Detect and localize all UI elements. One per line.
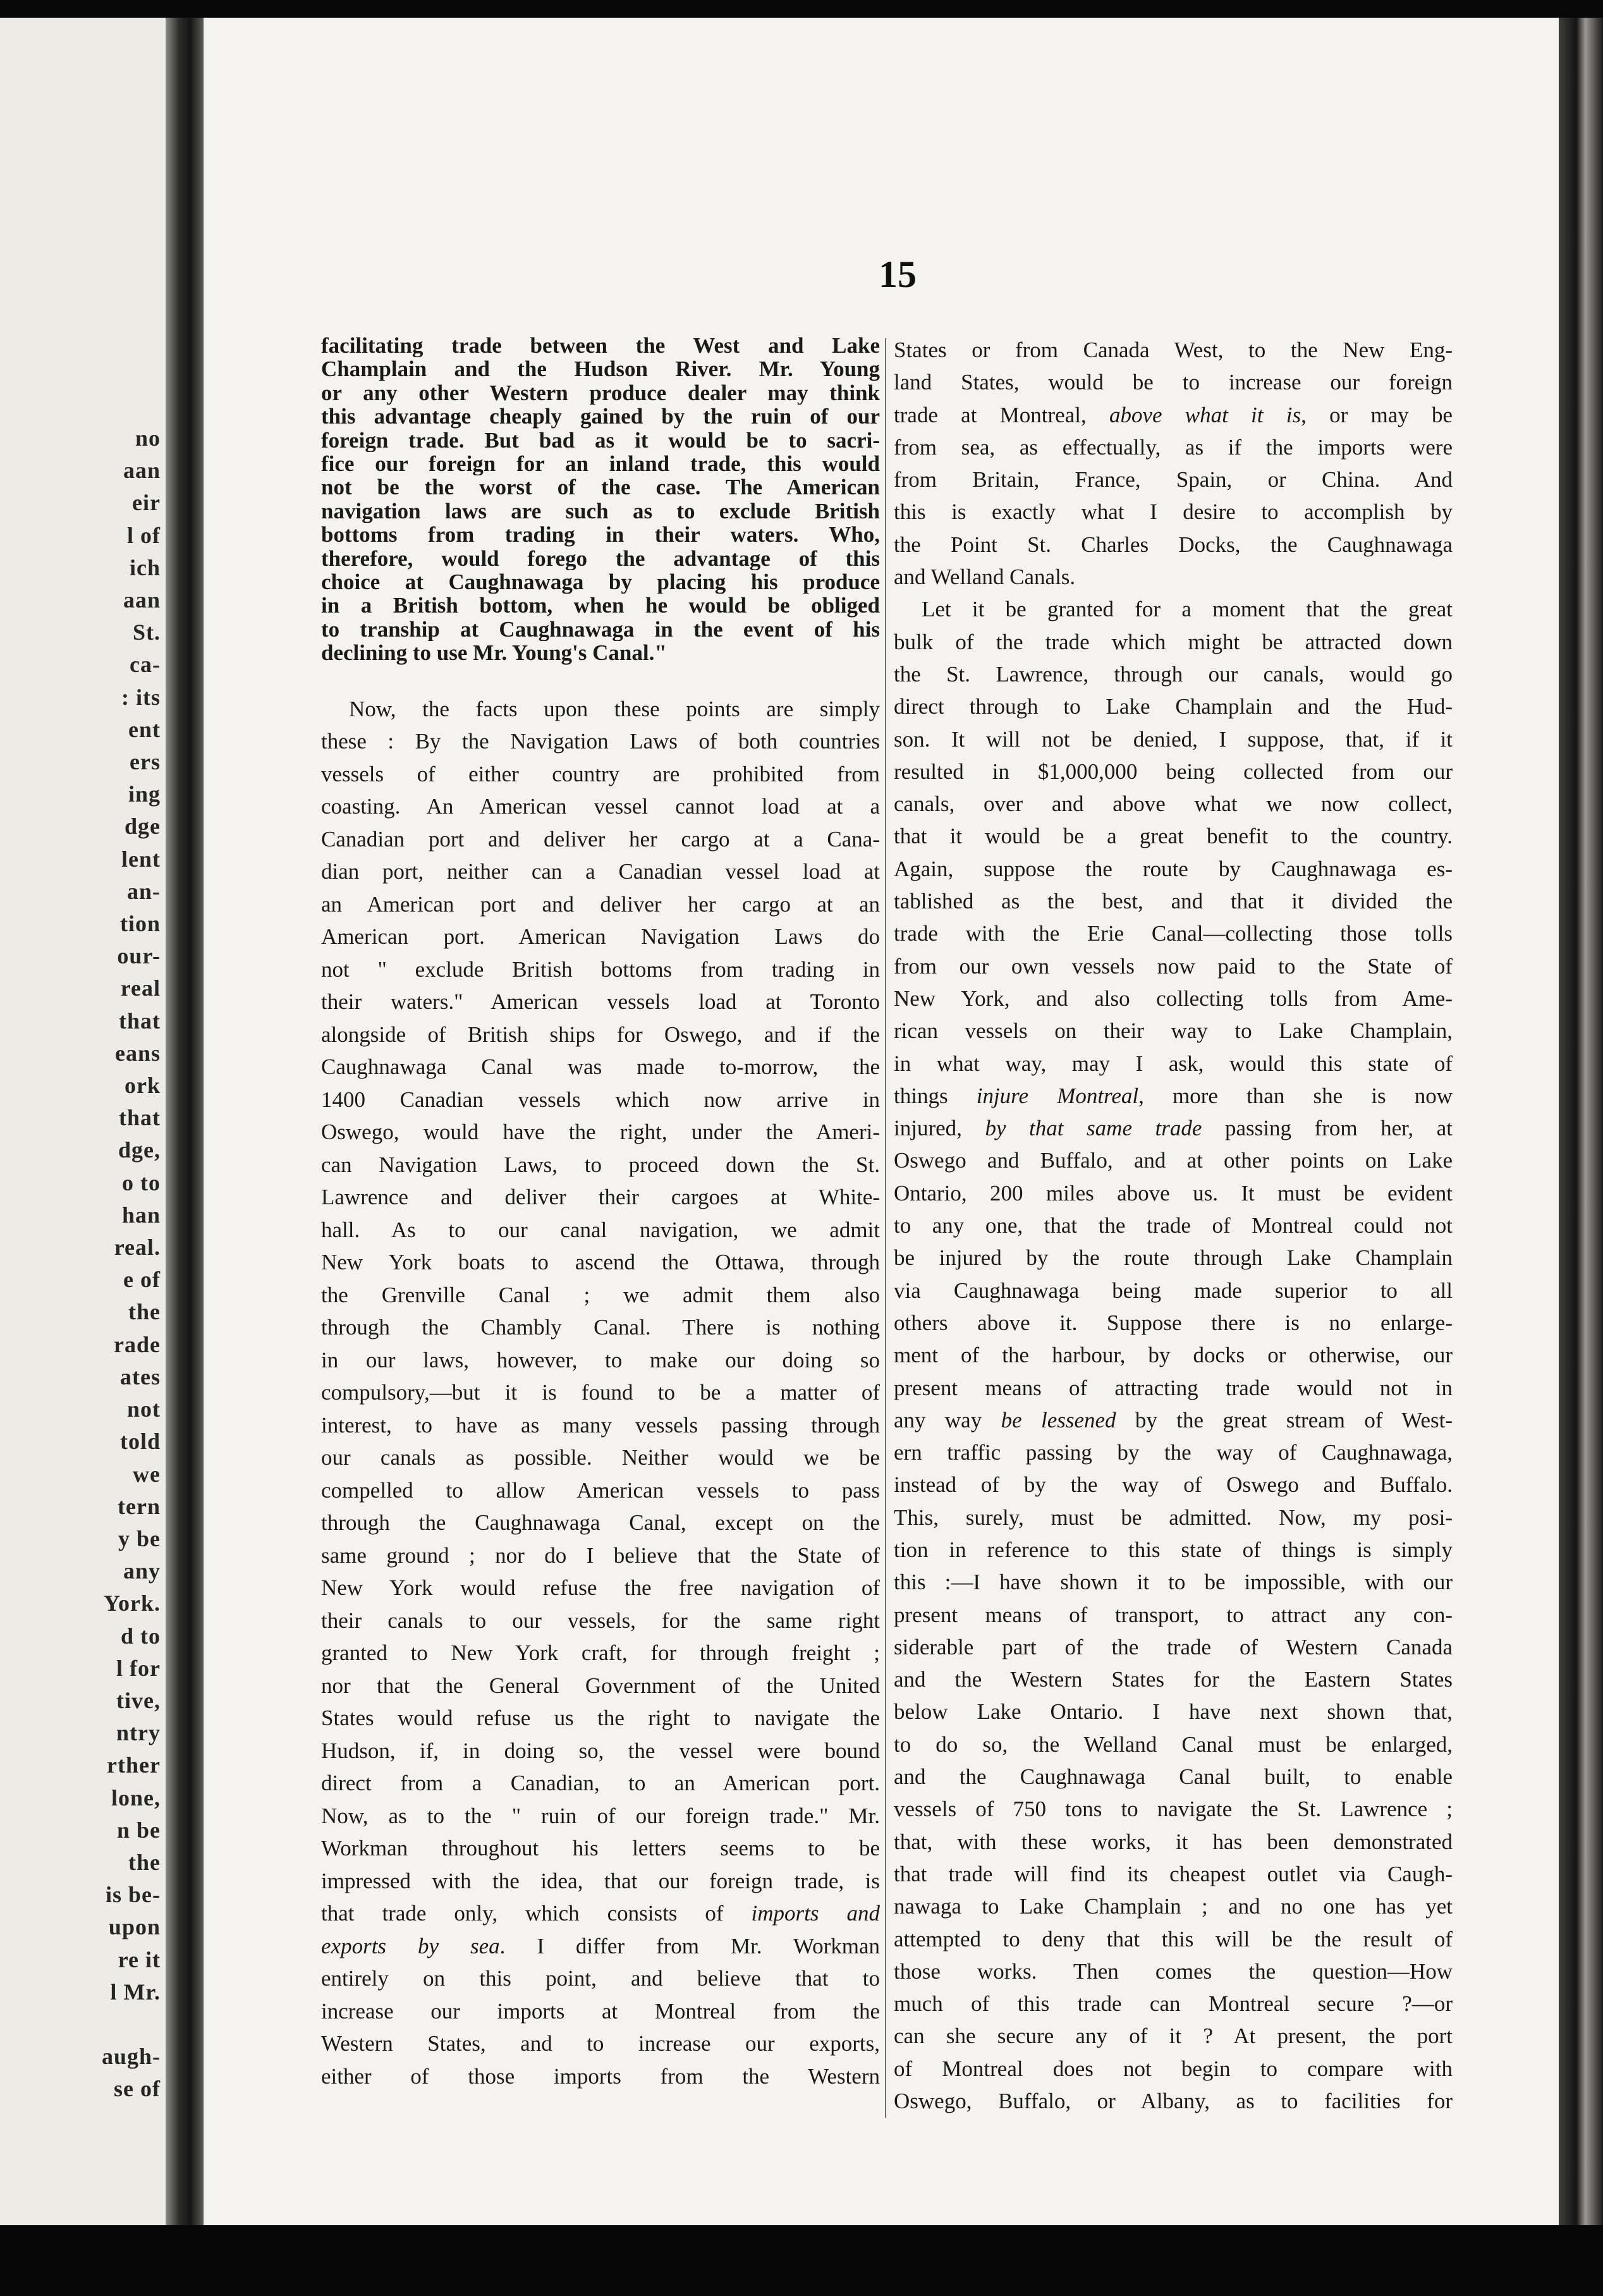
text-line: instead of by the way of Oswego and Buffalo. [894, 1472, 1453, 1498]
fragment-line: is be- [106, 1882, 161, 1908]
fragment-line: re it [118, 1946, 161, 1972]
text-line: to do so, the Welland Canal must be enlarged, [894, 1731, 1453, 1757]
text-line: via Caughnawaga being made superior to all [894, 1278, 1453, 1303]
text-line: fice our foreign for an inland trade, this would [321, 452, 880, 476]
text-line: Lawrence and deliver their cargoes at White- [321, 1185, 880, 1210]
text-line: therefore, would forego the advantage of this [321, 546, 880, 571]
text-line: New York would refuse the free navigation of [321, 1575, 880, 1601]
text-line: compulsory,—but it is found to be a matter of [321, 1380, 880, 1405]
text-line: below Lake Ontario. I have next shown that, [894, 1699, 1453, 1725]
text-line: the Point St. Charles Docks, the Caughnawaga [894, 532, 1453, 557]
page-edge-right [1559, 18, 1603, 2225]
text-line: either of those imports from the Western [321, 2063, 880, 2089]
text-line: direct through to Lake Champlain and the Hud- [894, 694, 1453, 719]
left-column-body [321, 693, 880, 2093]
text-line: coasting. An American vessel cannot load at a [321, 794, 880, 819]
fragment-line: told [119, 1429, 161, 1455]
text-line: Workman throughout his letters seems to be [321, 1836, 880, 1861]
text-line: much of this trade can Montreal secure ?—or [894, 1991, 1453, 2017]
text-line: tablished as the best, and that it divided the [894, 889, 1453, 914]
scan-top-border [0, 0, 1603, 18]
text-line: resulted in $1,000,000 being collected from our [894, 759, 1453, 784]
text-line: Caughnawaga Canal was made to-morrow, the [321, 1054, 880, 1080]
quoted-passage [321, 334, 880, 665]
fragment-line: l for [116, 1655, 161, 1681]
text-line: compelled to allow American vessels to pass [321, 1477, 880, 1503]
text-line: land States, would be to increase our foreign [894, 370, 1453, 395]
text-line: of Montreal does not begin to compare with [894, 2056, 1453, 2081]
text-line: this :—I have shown it to be impossible, with our [894, 1570, 1453, 1595]
text-line: this is exactly what I desire to accomplish by [894, 499, 1453, 525]
text-line: attempted to deny that this will be the result of [894, 1926, 1453, 1951]
text-line: siderable part of the trade of Western Canada [894, 1634, 1453, 1659]
fragment-line: d to [120, 1623, 161, 1649]
fragment-line: l of [127, 522, 161, 548]
column-divider [885, 338, 886, 2118]
fragment-line: rade [114, 1331, 161, 1357]
text-line: rican vessels on their way to Lake Champlain, [894, 1018, 1453, 1044]
text-line: States would refuse us the right to navigate the [321, 1706, 880, 1731]
book-spine-gutter [166, 18, 204, 2225]
text-line: granted to New York craft, for through freight ; [321, 1640, 880, 1666]
fragment-line: St. [132, 620, 161, 645]
fragment-line: lone, [111, 1785, 161, 1811]
text-line: injured, by that same trade passing from her, at [894, 1116, 1453, 1141]
text-line: navigation laws are such as to exclude British [321, 499, 880, 523]
fragment-line: rther [107, 1752, 161, 1778]
fragment-line: eir [132, 490, 161, 516]
text-line: and the Western States for the Eastern States [894, 1667, 1453, 1692]
fragment-line: no [135, 425, 161, 451]
text-line: ment of the harbour, by docks or otherwise, our [894, 1343, 1453, 1368]
text-line: foreign trade. But bad as it would be to sacri- [321, 428, 880, 453]
text-line: New York boats to ascend the Ottawa, through [321, 1250, 880, 1275]
text-line: direct from a Canadian, to an American port. [321, 1771, 880, 1796]
text-line: nor that the General Government of the United [321, 1673, 880, 1698]
text-line: increase our imports at Montreal from the [321, 1998, 880, 2024]
text-line: or any other Western produce dealer may think [321, 381, 880, 405]
text-line: entirely on this point, and believe that to [321, 1966, 880, 1991]
text-line: New York, and also collecting tolls from Ame- [894, 986, 1453, 1011]
fragment-line: our- [117, 943, 161, 969]
fragment-line: tern [118, 1493, 161, 1519]
right-column-body [894, 334, 1453, 2117]
text-line: exports by sea. I differ from Mr. Workman [321, 1933, 880, 1958]
fragment-line: ork [125, 1073, 161, 1099]
text-line: to tranship at Caughnawaga in the event of his [321, 617, 880, 642]
text-line: in what way, may I ask, would this state of [894, 1051, 1453, 1076]
text-line: any way be lessened by the great stream of West- [894, 1407, 1453, 1432]
fragment-line: we [133, 1461, 161, 1487]
text-line: same ground ; nor do I believe that the State of [321, 1542, 880, 1568]
text-line: that, with these works, it has been demonstrated [894, 1829, 1453, 1854]
text-line: in our laws, however, to make our doing so [321, 1347, 880, 1372]
fragment-line: real. [114, 1235, 161, 1261]
fragment-line: that [119, 1105, 161, 1131]
text-line: and Welland Canals. [894, 565, 1076, 590]
text-line: things injure Montreal, more than she is now [894, 1083, 1453, 1108]
text-line: This, surely, must be admitted. Now, my posi- [894, 1505, 1453, 1530]
text-line: tion in reference to this state of things is simply [894, 1537, 1453, 1562]
text-line: that trade will find its cheapest outlet via Caugh- [894, 1861, 1453, 1886]
fragment-line: ich [129, 554, 161, 580]
text-line: choice at Caughnawaga by placing his produce [321, 570, 880, 594]
fragment-line: eans [114, 1040, 161, 1066]
text-line: vessels of 750 tons to navigate the St. Lawrence ; [894, 1797, 1453, 1822]
text-line: interest, to have as many vessels passing through [321, 1412, 880, 1438]
text-line: Oswego and Buffalo, and at other points on Lake [894, 1148, 1453, 1173]
fragment-line: upon [108, 1914, 161, 1940]
text-line: Now, the facts upon these points are simply [349, 696, 880, 721]
text-line: Oswego, Buffalo, or Albany, as to facilities for [894, 2089, 1453, 2114]
text-line: and the Caughnawaga Canal built, to enable [894, 1764, 1453, 1790]
fragment-line: n be [116, 1817, 161, 1843]
fragment-line: : its [121, 684, 161, 710]
text-line: vessels of either country are prohibited from [321, 761, 880, 786]
text-line: States or from Canada West, to the New Eng- [894, 338, 1453, 362]
fragment-line: tive, [116, 1687, 161, 1713]
text-line: son. It will not be denied, I suppose, that, if it [894, 726, 1453, 752]
text-line: canals, over and above what we now collect, [894, 791, 1453, 817]
fragment-line: ates [120, 1364, 161, 1389]
text-line: others above it. Suppose there is no enlarge- [894, 1310, 1453, 1335]
text-line: Canadian port and deliver her cargo at a Cana- [321, 826, 880, 852]
fragment-line: l Mr. [110, 1979, 161, 2005]
fragment-line: the [128, 1299, 161, 1325]
fragment-line: han [121, 1202, 161, 1228]
text-line: American port. American Navigation Laws do [321, 924, 880, 950]
right-column [894, 334, 1453, 2117]
text-line: trade with the Erie Canal—collecting those tolls [894, 921, 1453, 946]
fragment-line: the [128, 1849, 161, 1875]
fragment-line: that [119, 1008, 161, 1034]
text-line: their canals to our vessels, for the same right [321, 1608, 880, 1633]
text-line: impressed with the idea, that our foreign trade, is [321, 1868, 880, 1893]
fragment-line: lent [121, 846, 161, 872]
text-line: those works. Then comes the question—How [894, 1958, 1453, 1984]
fragment-line [9, 2008, 161, 2041]
text-line: can she secure any of it ? At present, the port [894, 2024, 1453, 2049]
fragment-line: real [120, 975, 161, 1001]
text-line: through the Caughnawaga Canal, except on the [321, 1510, 880, 1536]
text-line: from sea, as effectually, as if the imports were [894, 434, 1453, 460]
text-line: from Britain, France, Spain, or China. And [894, 467, 1453, 492]
text-line: our canals as possible. Neither would we be [321, 1445, 880, 1470]
fragment-line: se of [114, 2076, 161, 2102]
page-number: 15 [879, 253, 917, 295]
text-line: declining to use Mr. Young's Canal." [321, 641, 667, 665]
text-line: that it would be a great benefit to the country. [894, 824, 1453, 849]
fragment-line: ing [128, 781, 161, 807]
text-line: Hudson, if, in doing so, the vessel were bound [321, 1738, 880, 1763]
fragment-line: ers [130, 749, 161, 775]
fragment-line: e of [123, 1267, 161, 1293]
text-line: in a British bottom, when he would be obliged [321, 594, 880, 618]
fragment-line: aan [123, 587, 161, 613]
text-line: bulk of the trade which might be attracted down [894, 629, 1453, 654]
fragment-line: any [123, 1558, 161, 1584]
text-line: alongside of British ships for Oswego, and if the [321, 1022, 880, 1047]
text-line: trade at Montreal, above what it is, or may be [894, 402, 1453, 427]
left-column [321, 334, 880, 2092]
text-line: through the Chambly Canal. There is nothing [321, 1315, 880, 1340]
text-line: Ontario, 200 miles above us. It must be evident [894, 1180, 1453, 1206]
facing-page-edge [0, 18, 166, 2225]
text-line: present means of attracting trade would not in [894, 1375, 1453, 1400]
text-line: that trade only, which consists of imports and [321, 1901, 880, 1926]
text-line: can Navigation Laws, to proceed down the St. [321, 1152, 880, 1177]
text-line: Now, as to the " ruin of our foreign trade." Mr. [321, 1803, 880, 1828]
text-line: not " exclude British bottoms from trading in [321, 956, 880, 982]
fragment-line: y be [118, 1525, 161, 1551]
fragment-line: dge [125, 814, 161, 840]
text-line: nawaga to Lake Champlain ; and no one has yet [894, 1894, 1453, 1919]
fragment-line: ntry [116, 1720, 161, 1746]
text-line: present means of transport, to attract any con- [894, 1602, 1453, 1627]
text-line: 1400 Canadian vessels which now arrive in [321, 1087, 880, 1112]
fragment-line: York. [103, 1591, 161, 1616]
facing-page-text-fragments [9, 422, 161, 2106]
text-line: Oswego, would have the right, under the Ameri- [321, 1120, 880, 1145]
text-line: from our own vessels now paid to the State of [894, 953, 1453, 979]
text-line: not be the worst of the case. The American [321, 475, 880, 499]
text-line: be injured by the route through Lake Champlain [894, 1245, 1453, 1271]
text-line: hall. As to our canal navigation, we admit [321, 1217, 880, 1242]
text-line: facilitating trade between the West and Lake [321, 334, 880, 358]
text-line: the Grenville Canal ; we admit them also [321, 1282, 880, 1307]
fragment-line: o to [122, 1169, 161, 1195]
text-line: bottoms from trading in their waters. Who, [321, 523, 880, 547]
fragment-line: aan [123, 458, 161, 484]
text-line: dian port, neither can a Canadian vessel load at [321, 859, 880, 884]
text-line: Western States, and to increase our exports, [321, 2031, 880, 2056]
fragment-line: ent [128, 716, 161, 742]
fragment-line: dge, [118, 1137, 161, 1163]
text-line: Let it be granted for a moment that the great [922, 597, 1453, 622]
fragment-line: an- [126, 878, 161, 904]
text-line: these : By the Navigation Laws of both countries [321, 729, 880, 754]
text-line: the St. Lawrence, through our canals, would go [894, 661, 1453, 687]
text-line: ern traffic passing by the way of Caughnawaga, [894, 1440, 1453, 1465]
text-line: their waters." American vessels load at Toronto [321, 989, 880, 1015]
fragment-line: tion [119, 911, 161, 937]
scan-bottom-border [0, 2225, 1603, 2296]
text-line: an American port and deliver her cargo at an [321, 891, 880, 917]
fragment-line: ca- [130, 652, 161, 678]
fragment-line: augh- [101, 2044, 161, 2070]
text-line: to any one, that the trade of Montreal could not [894, 1213, 1453, 1238]
text-line: Champlain and the Hudson River. Mr. Young [321, 357, 880, 381]
text-line: Again, suppose the route by Caughnawaga es- [894, 856, 1453, 881]
fragment-line: not [126, 1396, 161, 1422]
text-line: this advantage cheaply gained by the ruin of our [321, 405, 880, 429]
